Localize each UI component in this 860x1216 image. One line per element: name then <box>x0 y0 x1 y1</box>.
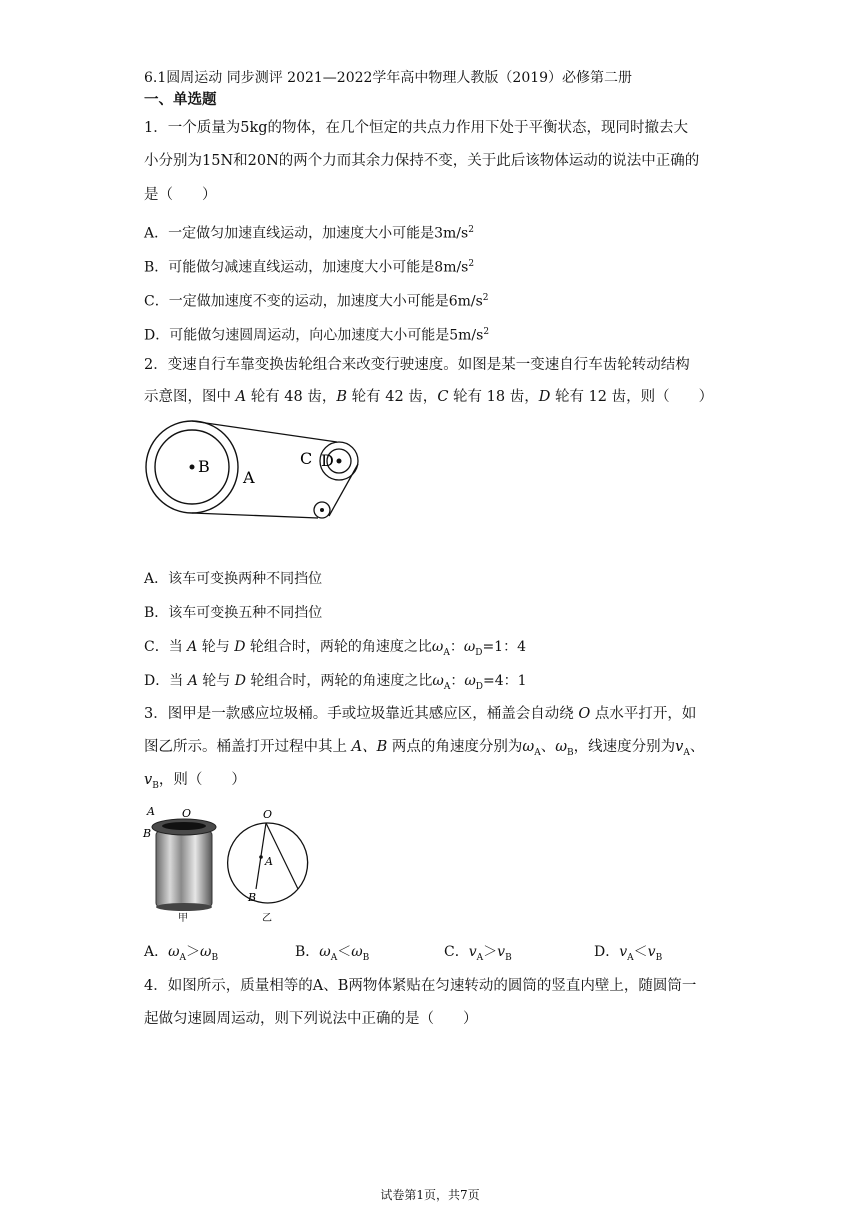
q2-line-1: 2．变速自行车靠变换齿轮组合来改变行驶速度。如图是某一变速自行车齿轮转动结构 <box>144 357 690 373</box>
q1-option-b: B．可能做匀减速直线运动，加速度大小可能是$8m/s^2$ <box>144 259 475 276</box>
gear-diagram <box>140 420 365 530</box>
label-c: C <box>300 449 313 468</box>
q1-option-d: D．可能做匀速圆周运动，向心加速度大小可能是$5m/s^2$ <box>144 327 490 344</box>
q3-option-b: B．$\omega_A<\omega_B$ <box>295 944 370 963</box>
q1-line-1: 1．一个质量为5kg的物体，在几个恒定的共点力作用下处于平衡状态，现同时撤去大 <box>144 120 689 136</box>
lid-label-b: B <box>248 891 257 904</box>
chain-top <box>192 421 337 442</box>
gear-b-center <box>190 465 195 470</box>
can-opening <box>162 822 206 830</box>
chain-bottom <box>192 513 318 518</box>
label-d: D <box>321 451 334 470</box>
q3-option-a: A．$\omega_A>\omega_B$ <box>144 944 219 963</box>
lid-arc <box>228 823 298 903</box>
q2-line-2: 示意图，图中 A 轮有 48 齿，B 轮有 42 齿，C 轮有 18 齿，D 轮有 12 齿，则（ ） <box>144 389 714 405</box>
point-a <box>259 855 263 859</box>
paper-title: 6.1圆周运动 同步测评 2021—2022学年高中物理人教版（2019）必修第二册 <box>144 70 633 86</box>
q2-option-c: C．当 A 轮与 D 轮组合时，两轮的角速度之比$\omega_A$：$\omega_D=1$：4 <box>144 639 526 658</box>
lid-label-a: A <box>265 855 273 868</box>
caption-jia: 甲 <box>178 913 188 924</box>
q1-option-a: A．一定做匀加速直线运动，加速度大小可能是$3m/s^2$ <box>144 225 474 242</box>
q3-line-1: 3．图甲是一款感应垃圾桶。手或垃圾靠近其感应区，桶盖会自动绕 O 点水平打开，如 <box>144 706 697 722</box>
gear-d-center <box>337 459 342 464</box>
q2-option-b: B．该车可变换五种不同挡位 <box>144 605 323 621</box>
q2-option-a: A．该车可变换两种不同挡位 <box>144 571 323 587</box>
q3-line-3: $v_B$，则（ ） <box>144 772 246 791</box>
q1-line-3: 是（ ） <box>144 187 217 203</box>
q3-option-d: D．$v_A<v_B$ <box>594 944 663 963</box>
page-footer: 试卷第1页，共7页 <box>380 1188 480 1202</box>
q1-line-2: 小分别为15N和20N的两个力而其余力保持不变，关于此后该物体运动的说法中正确的 <box>144 153 700 169</box>
label-a: A <box>243 468 255 487</box>
can-label-b: B <box>143 827 152 840</box>
caption-yi: 乙 <box>262 913 272 924</box>
section-heading: 一、单选题 <box>144 92 217 108</box>
can-label-o: O <box>182 807 192 820</box>
trash-can-figure <box>140 805 230 925</box>
q4-line-1: 4．如图所示，质量相等的A、B两物体紧贴在匀速转动的圆筒的竖直内壁上，随圆筒一 <box>144 978 697 994</box>
lid-label-o: O <box>263 808 273 821</box>
can-body <box>156 831 212 907</box>
can-base <box>156 903 212 911</box>
q1-option-c: C．一定做加速度不变的运动，加速度大小可能是$6m/s^2$ <box>144 293 489 310</box>
q2-option-d: D．当 A 轮与 D 轮组合时，两轮的角速度之比$\omega_A$：$\omega_D=4$：1 <box>144 673 527 692</box>
idler-center <box>320 508 324 512</box>
q3-line-2: 图乙所示。桶盖打开过程中其上 A、B 两点的角速度分别为$\omega_A$、$\omega_B$，线速度分别为$v_A$、 <box>144 739 705 758</box>
lid-figure <box>220 805 315 925</box>
q3-option-c: C．$v_A>v_B$ <box>444 944 512 963</box>
q4-line-2: 起做匀速圆周运动，则下列说法中正确的是（ ） <box>144 1011 478 1027</box>
can-label-a: A <box>147 805 155 818</box>
label-b: B <box>198 457 210 476</box>
